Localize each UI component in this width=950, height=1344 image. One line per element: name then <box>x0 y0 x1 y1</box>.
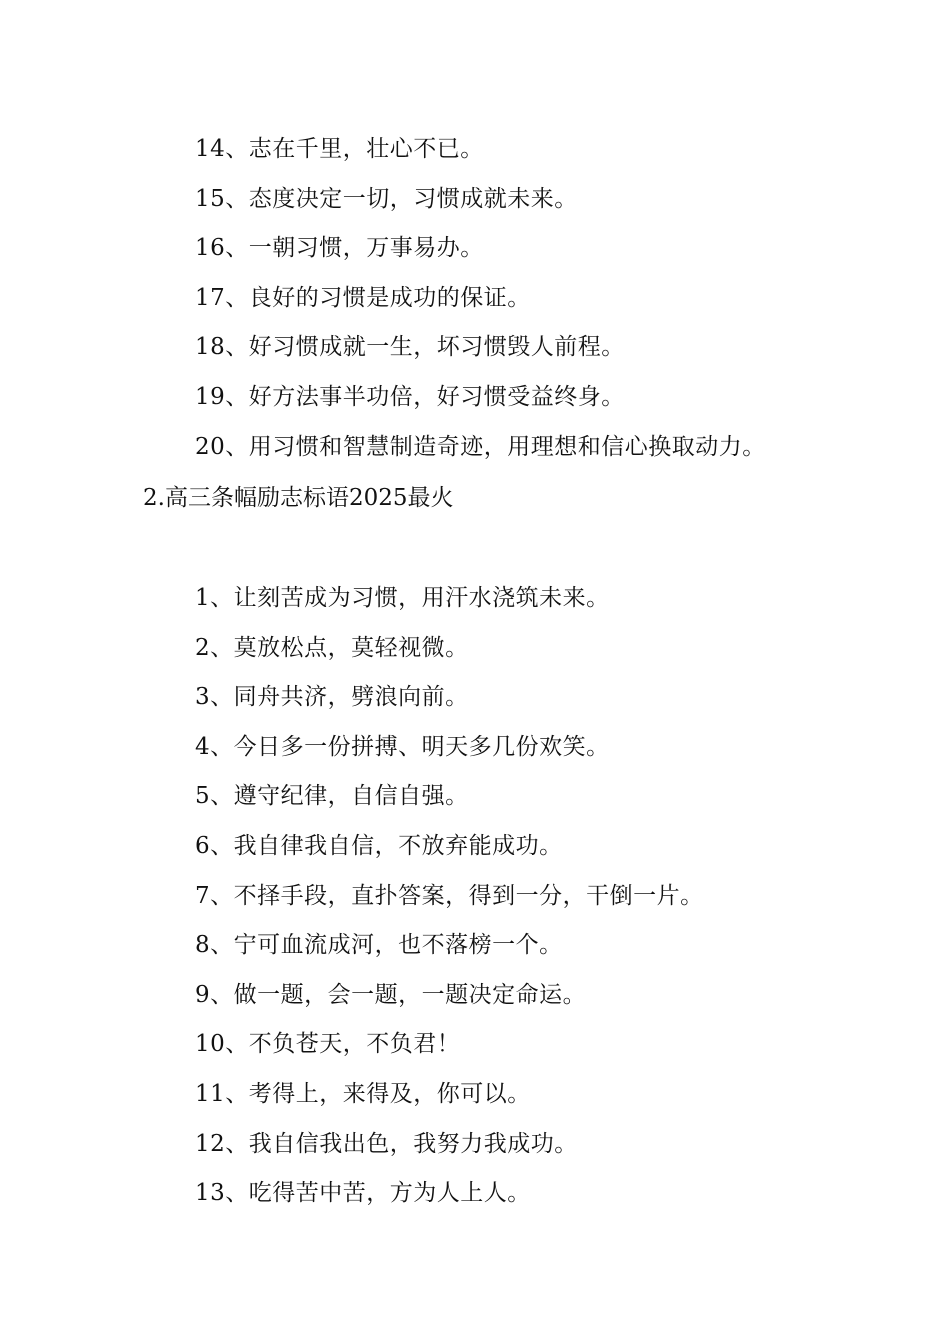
list-item: 15、态度决定一切，习惯成就未来。 <box>195 185 578 212</box>
list-item: 16、一朝习惯，万事易办。 <box>195 235 484 262</box>
list-item: 17、良好的习惯是成功的保证。 <box>195 284 531 311</box>
list-item: 4、今日多一份拼搏、明天多几份欢笑。 <box>195 733 610 760</box>
list-item: 2、莫放松点，莫轻视微。 <box>195 634 469 661</box>
list-item: 9、做一题，会一题，一题决定命运。 <box>195 981 587 1008</box>
list-item: 11、考得上，来得及，你可以。 <box>195 1080 531 1107</box>
list-item: 13、吃得苦中苦，方为人上人。 <box>195 1180 531 1207</box>
list-item: 20、用习惯和智慧制造奇迹，用理想和信心换取动力。 <box>195 433 766 460</box>
slogan-list-banners <box>195 574 895 1219</box>
list-item: 8、宁可血流成河，也不落榜一个。 <box>195 932 563 959</box>
list-item: 3、同舟共济，劈浪向前。 <box>195 684 469 711</box>
list-item: 7、不择手段，直扑答案，得到一分，干倒一片。 <box>195 882 704 909</box>
list-item: 6、我自律我自信，不放弃能成功。 <box>195 832 563 859</box>
list-item: 19、好方法事半功倍，好习惯受益终身。 <box>195 383 625 410</box>
list-item: 12、我自信我出色，我努力我成功。 <box>195 1130 578 1157</box>
section-heading: 2.高三条幅励志标语2025最火 <box>143 485 454 511</box>
list-item: 10、不负苍天，不负君！ <box>195 1031 461 1058</box>
list-item: 1、让刻苦成为习惯，用汗水浇筑未来。 <box>195 585 610 611</box>
slogan-list-habits <box>195 125 895 472</box>
list-item: 14、志在千里，壮心不已。 <box>195 136 484 162</box>
list-item: 5、遵守纪律，自信自强。 <box>195 783 469 810</box>
list-item: 18、好习惯成就一生，坏习惯毁人前程。 <box>195 334 625 361</box>
